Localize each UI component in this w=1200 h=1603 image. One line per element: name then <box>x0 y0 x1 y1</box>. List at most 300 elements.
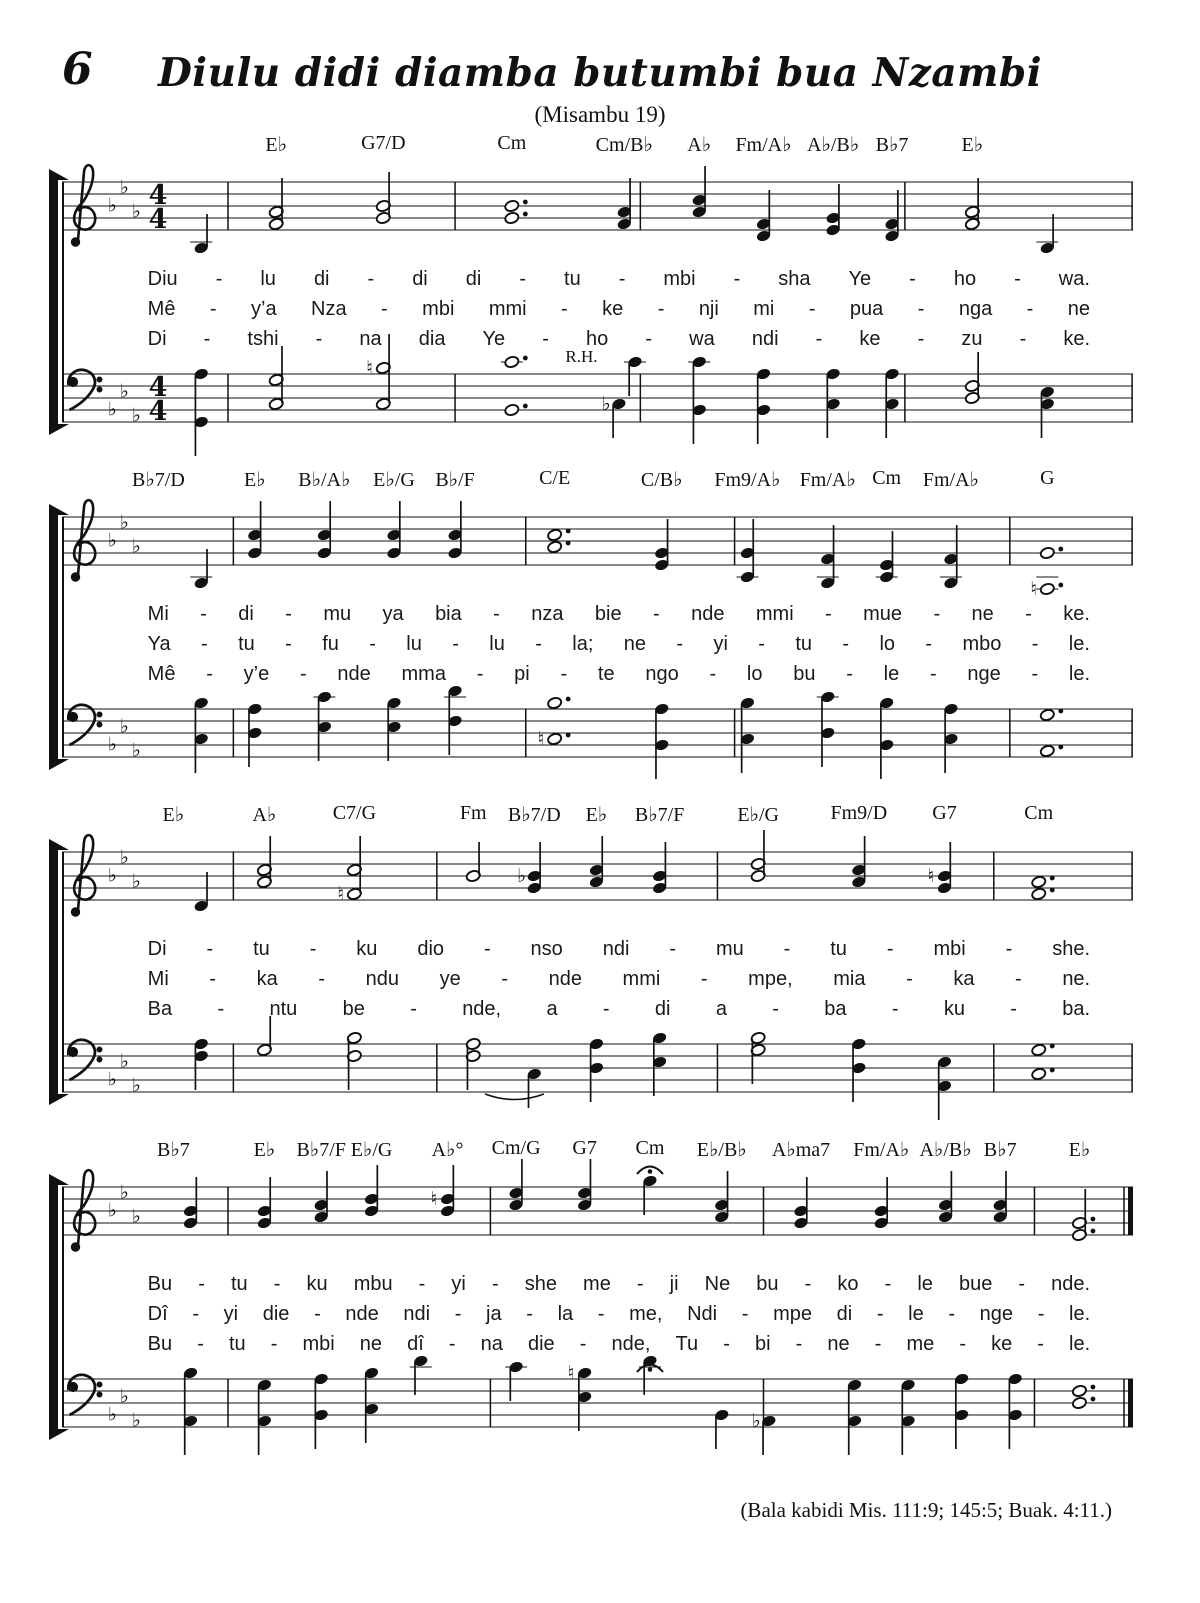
note <box>943 702 959 773</box>
lyric-syllable: mbu <box>353 1272 393 1295</box>
note <box>257 1378 273 1455</box>
lyric-syllable: bia <box>435 602 462 625</box>
lyric-syllable: Ya <box>147 632 171 655</box>
treble-staff <box>62 826 1133 934</box>
key-signature-flat: ♭ <box>120 1181 129 1204</box>
lyric-syllable: le. <box>1068 662 1091 685</box>
note <box>1031 1043 1055 1056</box>
lyric-syllable: di <box>836 1302 853 1325</box>
lyric-syllable: ne <box>827 1332 850 1355</box>
lyric-hyphen: - <box>309 937 317 960</box>
lyric-hyphen: - <box>1014 267 1021 290</box>
lyric-syllable: na <box>359 327 382 350</box>
key-signature-flat: ♭ <box>108 733 117 756</box>
lyric-syllable: tu <box>830 937 847 960</box>
lyric-hyphen: - <box>315 327 323 350</box>
accidental: ♮ <box>1030 578 1038 600</box>
lyric-syllable: mbi <box>302 1332 335 1355</box>
lyric-syllable: ka <box>256 967 278 990</box>
note <box>183 1366 199 1455</box>
lyric-hyphen: - <box>561 297 568 320</box>
lyric-hyphen: - <box>381 297 388 320</box>
lyric-hyphen: - <box>1019 327 1027 350</box>
lyric-syllable: nde <box>337 662 371 685</box>
lyric-syllable: mu <box>715 937 744 960</box>
lyric-syllable: fu <box>322 632 339 655</box>
key-signature-flat: ♭ <box>108 864 117 887</box>
system-4 <box>62 1137 1133 1472</box>
lyric-syllable: Di <box>147 327 167 350</box>
accidental: ♮ <box>567 1362 575 1384</box>
lyric-syllable: ndu <box>365 967 399 990</box>
note <box>847 1378 863 1455</box>
lyric-syllable: ko <box>837 1272 859 1295</box>
lyric-line-verse-2 <box>148 1299 1090 1329</box>
lyric-syllable: y’a <box>251 297 277 320</box>
bass-staff <box>62 1359 1133 1472</box>
lyric-syllable: lu <box>406 632 422 655</box>
note <box>313 1372 329 1449</box>
lyric-syllable: Ndi <box>687 1302 718 1325</box>
chord-symbol: A♭/B♭ <box>919 1139 972 1161</box>
chord-symbol: E♭ <box>585 804 608 826</box>
lyric-syllable: bu <box>793 662 816 685</box>
note <box>756 367 772 444</box>
chord-symbol: B♭7 <box>875 134 909 156</box>
lyric-syllable: ho <box>953 267 977 290</box>
lyric-syllable: Tu <box>675 1332 699 1355</box>
lyric-hyphen: - <box>542 327 549 350</box>
lyric-syllable: ntu <box>269 997 298 1020</box>
key-signature-flat: ♭ <box>132 739 141 762</box>
lyric-syllable: a <box>715 997 727 1020</box>
system-1 <box>62 132 1133 467</box>
lyric-hyphen: - <box>493 602 500 625</box>
chord-symbol: B♭/A♭ <box>298 469 351 491</box>
lyric-syllable: di <box>465 267 482 290</box>
lyric-syllable: nso <box>530 937 563 960</box>
note <box>688 355 710 444</box>
lyric-syllable: ja <box>486 1302 502 1325</box>
note <box>825 367 841 438</box>
lyric-syllable: Ba <box>147 997 173 1020</box>
lyric-syllable: nza <box>531 602 564 625</box>
note <box>364 1165 380 1218</box>
chord-symbol: E♭ <box>162 804 185 826</box>
lyric-hyphen: - <box>884 1272 892 1295</box>
lyric-hyphen: - <box>891 997 899 1020</box>
lyric-syllable: tu <box>795 632 813 655</box>
time-signature: 4 <box>148 204 168 235</box>
lyric-line-verse-3 <box>148 994 1090 1024</box>
lyric-syllable: mbo <box>962 632 1002 655</box>
lyric-hyphen: - <box>597 1302 605 1325</box>
lyric-syllable: ku <box>306 1272 328 1295</box>
lyric-hyphen: - <box>215 267 223 290</box>
lyric-hyphen: - <box>700 967 708 990</box>
lyric-hyphen: - <box>795 1332 803 1355</box>
lyric-hyphen: - <box>758 632 765 655</box>
lyric-syllable: ka <box>953 967 975 990</box>
lyric-syllable: mma <box>401 662 446 685</box>
lyric-line-verse-3 <box>148 324 1090 354</box>
lyric-hyphen: - <box>217 997 225 1020</box>
note <box>654 519 670 572</box>
score <box>62 132 1133 1472</box>
lyric-hyphen: - <box>206 937 214 960</box>
lyric-syllable: ke <box>859 327 881 350</box>
note <box>756 190 772 243</box>
lyric-hyphen: - <box>206 662 213 685</box>
note <box>652 1031 668 1096</box>
note <box>505 1360 527 1401</box>
lyric-syllable: le. <box>1069 1332 1091 1355</box>
lyric-hyphen: - <box>933 602 941 625</box>
chord-symbol: G7 <box>572 1137 597 1159</box>
lyric-hyphen: - <box>886 937 894 960</box>
lyric-syllable: nge <box>967 662 1001 685</box>
lyric-syllable: Dî <box>147 1302 168 1325</box>
lyric-syllable: na <box>480 1332 503 1355</box>
note <box>851 836 867 889</box>
key-signature-flat: ♭ <box>108 1403 117 1426</box>
lyric-line-verse-2 <box>148 964 1090 994</box>
lyric-hyphen: - <box>501 967 508 990</box>
chord-symbol: A♭/B♭ <box>807 134 860 156</box>
lyric-syllable: ndi <box>403 1302 431 1325</box>
bass-clef-icon <box>68 370 102 410</box>
note <box>190 549 212 590</box>
note <box>1072 1384 1096 1409</box>
note <box>900 1378 916 1455</box>
key-signature-flat: ♭ <box>132 200 141 223</box>
lyric-syllable: mu <box>323 602 352 625</box>
rh-label: R.H. <box>565 347 598 366</box>
lyric-syllable: mia <box>833 967 866 990</box>
note <box>193 1037 209 1090</box>
lyric-syllable: yi <box>223 1302 239 1325</box>
note <box>517 842 542 895</box>
chord-symbol: Fm/A♭ <box>799 469 856 491</box>
lyric-hyphen: - <box>1037 1302 1045 1325</box>
chord-symbol: E♭/G <box>373 469 415 491</box>
lyric-syllable: mbi <box>933 937 966 960</box>
lyric-hyphen: - <box>846 662 853 685</box>
lyric-hyphen: - <box>772 997 779 1020</box>
lyric-syllable: Bu <box>147 1272 173 1295</box>
accidental: ♭ <box>517 865 527 887</box>
note <box>793 1177 809 1230</box>
lyric-hyphen: - <box>314 1302 321 1325</box>
note <box>652 842 668 895</box>
lyric-syllable: ne <box>623 632 647 655</box>
note <box>817 690 839 767</box>
lyric-hyphen: - <box>636 1272 644 1295</box>
note <box>1030 577 1063 600</box>
lyric-hyphen: - <box>1025 602 1032 625</box>
chord-symbol: Cm <box>635 1137 665 1159</box>
lyric-hyphen: - <box>1010 997 1017 1020</box>
note <box>740 696 756 773</box>
lyrics-block <box>62 599 1133 689</box>
lyric-syllable: nde <box>548 967 582 990</box>
key-signature-flat: ♭ <box>120 176 129 199</box>
lyric-syllable: dia <box>418 327 446 350</box>
lyric-hyphen: - <box>1031 662 1039 685</box>
note <box>937 1055 953 1120</box>
lyric-hyphen: - <box>929 662 937 685</box>
lyric-syllable: mpe <box>773 1302 812 1325</box>
chord-symbol: G7/D <box>361 132 406 154</box>
lyric-syllable: di <box>238 602 254 625</box>
lyric-syllable: nge <box>979 1302 1014 1325</box>
accidental: ♮ <box>366 357 374 379</box>
accidental: ♮ <box>927 865 935 887</box>
lyric-hyphen: - <box>209 967 217 990</box>
lyric-syllable: Mi <box>147 967 169 990</box>
lyrics-block <box>62 1269 1133 1359</box>
note <box>637 1167 663 1216</box>
chord-symbol: G <box>1040 467 1055 489</box>
note <box>347 1031 363 1090</box>
note <box>193 367 209 456</box>
chord-symbol: A♭° <box>431 1139 464 1161</box>
key-signature-flat: ♭ <box>132 1074 141 1097</box>
final-barline <box>1128 1187 1133 1235</box>
lyric-syllable: mbi <box>663 267 696 290</box>
lyric-syllable: ne <box>359 1332 383 1355</box>
lyric-hyphen: - <box>200 602 207 625</box>
lyric-hyphen: - <box>645 327 653 350</box>
lyric-syllable: dio <box>417 937 445 960</box>
lyric-hyphen: - <box>579 1332 587 1355</box>
chord-symbol: B♭7/F <box>634 804 685 826</box>
chord-row <box>62 1137 1133 1161</box>
lyric-hyphen: - <box>1031 632 1039 655</box>
lyric-hyphen: - <box>602 997 610 1020</box>
lyric-syllable: y’e <box>243 662 270 685</box>
system-bracket <box>49 515 58 759</box>
note <box>1039 385 1055 438</box>
note <box>193 872 209 913</box>
lyric-hyphen: - <box>723 1332 730 1355</box>
lyric-syllable: ho <box>586 327 609 350</box>
lyric-syllable: she <box>524 1272 557 1295</box>
note <box>431 1165 456 1218</box>
lyric-syllable: la <box>557 1302 574 1325</box>
lyric-hyphen: - <box>1026 297 1034 320</box>
note <box>313 690 335 761</box>
lyric-hyphen: - <box>526 1302 533 1325</box>
lyric-syllable: lo <box>746 662 763 685</box>
lyric-hyphen: - <box>209 297 217 320</box>
lyric-hyphen: - <box>783 937 791 960</box>
note <box>568 1362 593 1431</box>
lyric-syllable: bu <box>756 1272 779 1295</box>
chord-symbol: Cm <box>872 467 902 489</box>
lyric-syllable: ngo <box>645 662 679 685</box>
lyric-syllable: sha <box>778 267 811 290</box>
lyric-syllable: ne <box>971 602 994 625</box>
lyric-syllable: tu <box>564 267 581 290</box>
lyric-syllable: tshi <box>247 327 279 350</box>
chord-symbol: E♭ <box>1068 1139 1091 1161</box>
chord-symbol: C7/G <box>332 802 377 824</box>
key-signature-flat: ♭ <box>120 846 129 869</box>
note <box>1072 1189 1096 1242</box>
treble-staff <box>62 491 1133 599</box>
lyric-hyphen: - <box>808 297 816 320</box>
lyric-hyphen: - <box>491 1272 499 1295</box>
lyric-syllable: mmi <box>755 602 794 625</box>
lyric-line-verse-1 <box>148 599 1090 629</box>
lyric-hyphen: - <box>653 602 660 625</box>
note <box>1007 1372 1023 1449</box>
lyric-syllable: wa <box>689 327 715 350</box>
chord-row <box>62 132 1133 156</box>
note <box>538 728 571 750</box>
note <box>714 1171 730 1224</box>
lyric-syllable: mbi <box>422 297 455 320</box>
note <box>337 836 362 905</box>
note <box>825 184 841 237</box>
lyric-syllable: nji <box>698 297 719 320</box>
chord-row <box>62 802 1133 826</box>
lyric-syllable: zu <box>961 327 983 350</box>
lyric-syllable: die <box>262 1302 290 1325</box>
lyric-hyphen: - <box>959 1332 966 1355</box>
lyric-syllable: ya <box>382 602 404 625</box>
lyric-syllable: ndi <box>602 937 630 960</box>
lyric-hyphen: - <box>192 1302 199 1325</box>
note <box>1039 744 1063 757</box>
accidental: ♮ <box>537 728 545 750</box>
lyric-line-verse-2 <box>148 294 1090 324</box>
note <box>526 1067 542 1108</box>
note <box>386 501 402 560</box>
chord-symbol: B♭7/F <box>296 1139 346 1161</box>
lyric-hyphen: - <box>874 1332 882 1355</box>
lyric-hyphen: - <box>270 1332 278 1355</box>
note <box>876 531 898 584</box>
note <box>183 1177 199 1230</box>
note <box>313 1171 329 1224</box>
lyrics-block <box>62 264 1133 354</box>
chord-symbol: E♭ <box>961 134 984 156</box>
key-signature-flat: ♭ <box>120 1385 129 1408</box>
system-bracket <box>49 850 58 1094</box>
hymn-number: 6 <box>62 44 93 95</box>
lyric-syllable: bi <box>754 1332 771 1355</box>
lyric-syllable: ba. <box>1062 997 1091 1020</box>
lyric-syllable: te <box>597 662 615 685</box>
chord-row <box>62 467 1133 491</box>
lyric-hyphen: - <box>709 662 717 685</box>
chord-symbol: Cm/B♭ <box>595 134 653 156</box>
lyric-hyphen: - <box>917 327 925 350</box>
lyric-syllable: le <box>908 1302 924 1325</box>
note <box>964 178 980 231</box>
lyric-hyphen: - <box>273 1272 281 1295</box>
lyric-syllable: pua <box>849 297 884 320</box>
note <box>375 172 391 225</box>
note <box>938 1171 954 1224</box>
note <box>447 501 463 560</box>
lyric-syllable: lu <box>260 267 276 290</box>
chord-symbol: Fm9/A♭ <box>714 469 781 491</box>
chord-symbol: E♭ <box>243 469 266 491</box>
lyric-syllable: nde, <box>611 1332 651 1355</box>
lyric-hyphen: - <box>483 937 491 960</box>
note <box>444 684 466 755</box>
key-signature-flat: ♭ <box>132 404 141 427</box>
chord-symbol: C/E <box>539 467 571 489</box>
system-2 <box>62 467 1133 802</box>
lyric-syllable: yi <box>713 632 728 655</box>
lyric-hyphen: - <box>676 632 684 655</box>
lyric-syllable: she. <box>1052 937 1091 960</box>
bass-clef-icon <box>68 1040 102 1080</box>
chord-symbol: A♭ <box>687 134 712 156</box>
chord-symbol: E♭/G <box>350 1139 393 1161</box>
lyric-syllable: me <box>906 1332 935 1355</box>
note <box>1039 708 1063 721</box>
lyric-syllable: tu <box>238 632 255 655</box>
accidental: ♭ <box>601 393 611 415</box>
lyric-hyphen: - <box>1037 1332 1044 1355</box>
time-signature: 4 <box>148 180 168 211</box>
lyric-hyphen: - <box>733 267 741 290</box>
note <box>928 842 953 895</box>
lyric-hyphen: - <box>519 267 527 290</box>
lyric-hyphen: - <box>454 1302 462 1325</box>
lyric-hyphen: - <box>452 632 459 655</box>
note <box>714 1408 730 1449</box>
lyric-syllable: di <box>313 267 330 290</box>
note <box>190 214 212 255</box>
lyric-syllable: ne <box>1067 297 1091 320</box>
chord-symbol: Fm/A♭ <box>853 1139 910 1161</box>
lyric-hyphen: - <box>299 662 307 685</box>
lyric-hyphen: - <box>198 1272 205 1295</box>
lyric-hyphen: - <box>410 997 417 1020</box>
note <box>750 1031 766 1084</box>
lyric-line-verse-3 <box>148 1329 1090 1359</box>
key-signature-flat: ♭ <box>132 870 141 893</box>
chord-symbol: B♭7 <box>156 1139 190 1161</box>
chord-symbol: Fm/A♭ <box>735 134 792 156</box>
note <box>654 702 670 779</box>
note <box>386 696 402 761</box>
bass-staff <box>62 347 1133 467</box>
system-bracket <box>49 180 58 424</box>
system-3 <box>62 802 1133 1137</box>
chord-symbol: E♭/B♭ <box>696 1139 747 1161</box>
key-signature-flat: ♭ <box>120 1050 129 1073</box>
note <box>504 199 528 224</box>
lyric-syllable: la; <box>572 632 594 655</box>
chord-symbol: E♭ <box>253 1139 276 1161</box>
lyric-syllable: tu <box>228 1332 246 1355</box>
lyric-hyphen: - <box>369 632 376 655</box>
lyric-syllable: bie <box>594 602 622 625</box>
lyric-syllable: ke. <box>1063 327 1091 350</box>
lyric-syllable: mpe, <box>748 967 793 990</box>
header <box>0 0 1200 132</box>
lyric-syllable: me <box>583 1272 611 1295</box>
lyric-syllable: me, <box>629 1302 663 1325</box>
bass-staff <box>62 689 1133 802</box>
